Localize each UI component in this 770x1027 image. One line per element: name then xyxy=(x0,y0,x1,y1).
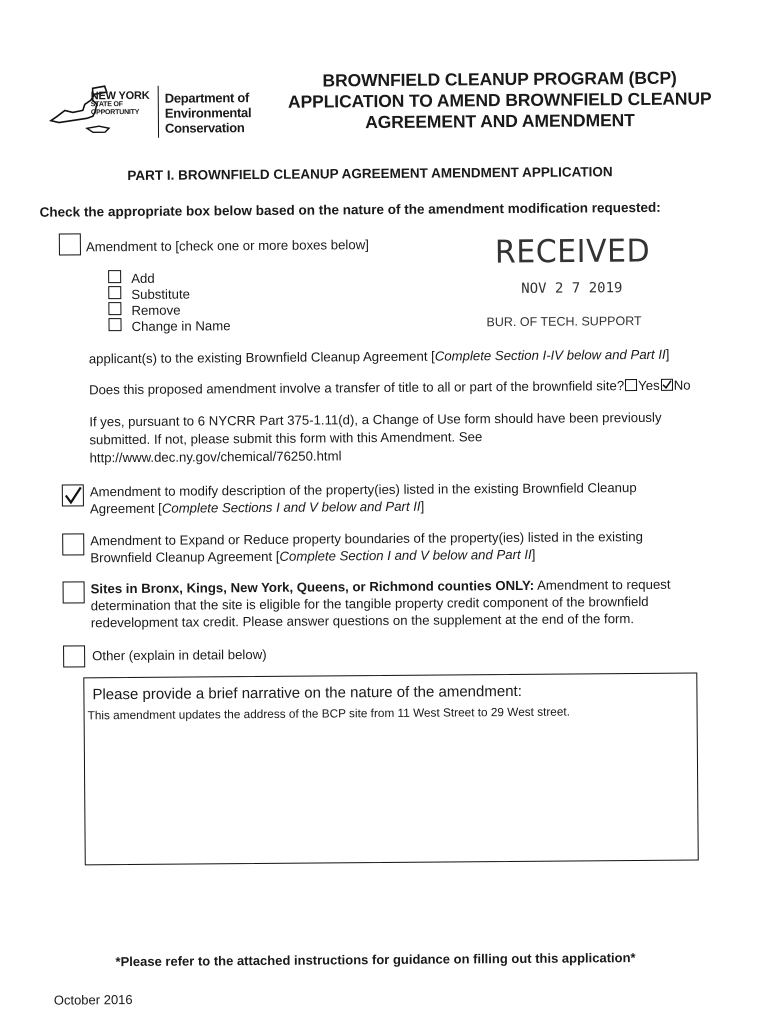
part-heading: PART I. BROWNFIELD CLEANUP AGREEMENT AMENDMENT APPLICATION xyxy=(127,164,613,184)
title-line-2: APPLICATION TO AMEND BROWNFIELD CLEANUP xyxy=(287,88,712,112)
amendment-to-checkbox[interactable] xyxy=(59,233,81,255)
dec-wordmark xyxy=(165,90,252,136)
modify-description-close: ] xyxy=(420,498,425,514)
expand-reduce-prefix: Brownfield Cleanup Agreement [ xyxy=(90,548,280,566)
applicant-text-italic: Complete Section I-IV below and Part II xyxy=(434,346,666,364)
modify-description-line-1: Amendment to modify description of the property(ies) listed in the existing Brownfield Cleanup xyxy=(89,480,637,500)
applicant-text xyxy=(89,346,670,368)
change-of-use-link[interactable]: http://www.dec.ny.gov/chemical/76250.html xyxy=(89,448,342,466)
substitute-checkbox[interactable] xyxy=(108,286,121,299)
modify-description-italic: Complete Sections I and V below and Part II xyxy=(161,498,421,516)
narrative-prompt: Please provide a brief narrative on the nature of the amendment: xyxy=(92,682,522,704)
checkmark-icon xyxy=(662,380,672,390)
no-checkbox[interactable] xyxy=(661,379,673,391)
nyc-counties-line-2: determination that the site is eligible for the tangible property credit component of the brownfield xyxy=(90,593,649,614)
change-in-name-label: Change in Name xyxy=(131,318,231,334)
if-yes-line-1: If yes, pursuant to 6 NYCRR Part 375-1.11(d), a Change of Use form should have been previously xyxy=(89,409,662,430)
other-label: Other (explain in detail below) xyxy=(92,646,267,664)
received-stamp: RECEIVED xyxy=(494,233,651,272)
bureau-stamp: BUR. OF TECH. SUPPORT xyxy=(486,313,642,330)
dept-line-1: Department of xyxy=(164,90,250,106)
expand-reduce-close: ] xyxy=(531,546,536,562)
remove-checkbox[interactable] xyxy=(108,302,121,315)
narrative-answer[interactable]: This amendment updates the address of the BCP site from 11 West Street to 29 West street. xyxy=(87,704,571,723)
modify-description-prefix: Agreement [ xyxy=(89,500,162,517)
transfer-question xyxy=(89,377,691,399)
opportunity: OPPORTUNITY xyxy=(90,108,140,117)
remove-label: Remove xyxy=(131,302,181,318)
nyc-counties-line-3: redevelopment tax credit. Please answer questions on the supplement at the end of the form. xyxy=(90,611,635,631)
modify-description-checkbox[interactable] xyxy=(62,484,84,506)
add-label: Add xyxy=(131,270,155,286)
expand-reduce-checkbox[interactable] xyxy=(62,533,84,555)
nyc-counties-rest: Amendment to request xyxy=(534,576,671,593)
dept-line-2: Environmental xyxy=(164,105,252,121)
yes-checkbox[interactable] xyxy=(625,379,637,391)
other-checkbox[interactable] xyxy=(63,645,85,667)
add-checkbox[interactable] xyxy=(108,270,121,283)
nys-wordmark xyxy=(91,91,150,117)
nyc-counties-bold: Sites in Bronx, Kings, New York, Queens, or Richmond counties ONLY: xyxy=(90,577,535,597)
document-title xyxy=(275,67,725,134)
checkmark-icon xyxy=(62,484,84,506)
title-line-3: AGREEMENT AND AMENDMENT xyxy=(365,110,635,133)
state-name: NEW YORK xyxy=(90,89,150,103)
expand-reduce-italic: Complete Section I and V below and Part II xyxy=(279,546,532,564)
applicant-text-main: applicant(s) to the existing Brownfield Cleanup Agreement [ xyxy=(88,348,435,367)
instruction-text: Check the appropriate box below based on the nature of the amendment modification requested: xyxy=(39,199,661,220)
expand-reduce-line-2 xyxy=(90,546,535,566)
state-of: STATE OF xyxy=(90,101,123,109)
instructions-note: *Please refer to the attached instructions for guidance on filling out this application* xyxy=(115,950,636,970)
substitute-label: Substitute xyxy=(131,286,190,302)
applicant-text-close: ] xyxy=(665,346,670,362)
change-in-name-checkbox[interactable] xyxy=(108,318,121,331)
expand-reduce-line-1: Amendment to Expand or Reduce property boundaries of the property(ies) listed in the existing xyxy=(90,528,643,549)
received-date-stamp: NOV 2 7 2019 xyxy=(521,280,623,297)
transfer-question-text: Does this proposed amendment involve a transfer of title to all or part of the brownfield site? xyxy=(88,378,625,398)
nyc-counties-checkbox[interactable] xyxy=(63,581,85,603)
no-label: No xyxy=(673,377,691,393)
yes-label: Yes xyxy=(638,377,660,394)
amendment-to-label: Amendment to [check one or more boxes below] xyxy=(85,237,369,255)
form-date: October 2016 xyxy=(53,991,133,1008)
modify-description-line-2 xyxy=(90,498,424,518)
dept-line-3: Conservation xyxy=(164,120,245,136)
title-line-1: BROWNFIELD CLEANUP PROGRAM (BCP) xyxy=(322,67,677,91)
if-yes-line-2: submitted. If not, please submit this form with this Amendment. See xyxy=(89,429,483,448)
